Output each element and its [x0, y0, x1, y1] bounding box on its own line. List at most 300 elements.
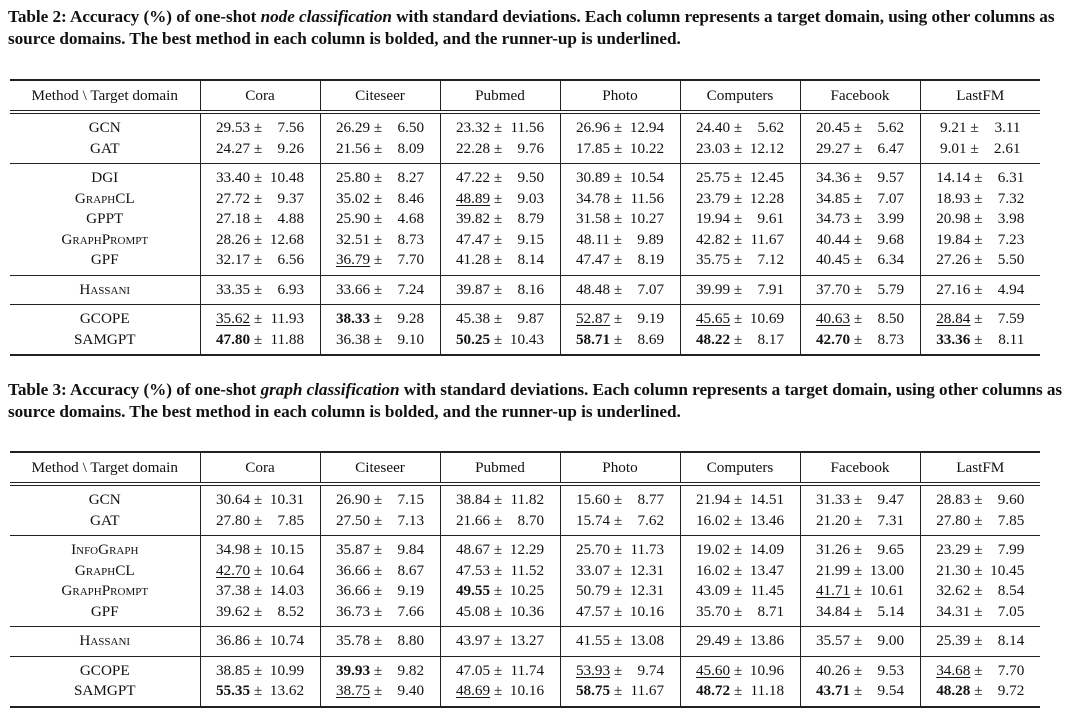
std-value: 13.00 — [869, 561, 905, 579]
mean-value: 24.27 — [215, 139, 251, 157]
std-value: 9.19 — [637, 310, 665, 327]
plus-minus: ± — [370, 602, 387, 620]
plus-minus: ± — [610, 682, 627, 699]
std-value: 11.56 — [630, 189, 665, 207]
std-value: 13.86 — [749, 632, 785, 649]
result-cell — [680, 209, 800, 230]
result-cell — [680, 511, 800, 536]
mean-value: 18.93 — [936, 189, 971, 207]
std-value: 7.59 — [997, 310, 1025, 327]
mean-value: 33.35 — [215, 280, 251, 298]
plus-minus: ± — [610, 541, 627, 558]
result-cell — [320, 536, 440, 561]
std-value: 8.54 — [997, 582, 1025, 599]
column-header-photo: Photo — [560, 80, 680, 112]
method-name: GPF — [10, 602, 200, 627]
plus-minus: ± — [730, 602, 747, 620]
std-value: 10.45 — [990, 561, 1025, 579]
mean-value: 35.87 — [335, 541, 371, 558]
mean-value: 19.94 — [695, 210, 731, 227]
mean-value: 49.55 — [455, 582, 491, 599]
std-value: 9.37 — [277, 189, 305, 207]
column-header-lastfm: LastFM — [920, 452, 1040, 484]
mean-value: 37.38 — [215, 582, 251, 599]
mean-value: 26.90 — [335, 491, 371, 508]
plus-minus: ± — [850, 119, 867, 136]
mean-value: 47.57 — [575, 602, 611, 620]
mean-value: 31.58 — [575, 210, 611, 227]
mean-value: 47.47 — [455, 230, 491, 248]
plus-minus: ± — [370, 632, 387, 649]
result-cell — [320, 581, 440, 602]
plus-minus: ± — [970, 280, 987, 298]
std-value: 9.40 — [397, 682, 425, 699]
table2-caption-rest: with standard deviations. Each column represents a target domain, using other columns as source domains. The best method in each column is bolded, and the runner-up is underlined. — [8, 7, 1055, 48]
result-cell — [920, 305, 1040, 330]
mean-value: 31.26 — [815, 541, 851, 558]
std-value: 10.36 — [509, 602, 545, 620]
result-cell — [680, 330, 800, 356]
plus-minus: ± — [610, 139, 627, 157]
result-cell — [920, 561, 1040, 582]
std-value: 8.52 — [277, 602, 305, 620]
plus-minus: ± — [850, 682, 867, 699]
table-row — [10, 230, 1040, 251]
result-cell — [200, 189, 320, 210]
plus-minus: ± — [250, 582, 267, 599]
mean-value: 23.32 — [455, 119, 491, 136]
std-value: 10.99 — [269, 661, 305, 679]
plus-minus: ± — [850, 210, 867, 227]
mean-value: 43.09 — [695, 582, 731, 599]
std-value: 10.74 — [269, 632, 305, 649]
plus-minus: ± — [970, 330, 987, 348]
result-cell — [440, 656, 560, 681]
mean-value: 30.89 — [575, 169, 611, 186]
mean-value: 35.02 — [335, 189, 371, 207]
mean-value: 35.57 — [815, 632, 851, 649]
std-value: 8.70 — [517, 511, 545, 529]
mean-value: 36.38 — [335, 330, 371, 348]
mean-value: 47.22 — [455, 169, 491, 186]
plus-minus: ± — [850, 330, 867, 348]
column-header-photo: Photo — [560, 452, 680, 484]
plus-minus: ± — [850, 602, 867, 620]
result-cell — [320, 250, 440, 275]
plus-minus: ± — [730, 230, 747, 248]
std-value: 10.15 — [269, 541, 305, 558]
mean-value: 23.29 — [936, 541, 971, 558]
mean-value: 50.79 — [575, 582, 611, 599]
mean-value: 34.85 — [815, 189, 851, 207]
method-name: SAMGPT — [10, 681, 200, 707]
plus-minus: ± — [370, 541, 387, 558]
plus-minus: ± — [970, 541, 987, 558]
plus-minus: ± — [490, 139, 507, 157]
mean-value: 48.48 — [575, 280, 611, 298]
result-cell — [440, 305, 560, 330]
result-cell — [680, 275, 800, 305]
mean-value: 27.72 — [215, 189, 251, 207]
mean-value: 43.97 — [455, 632, 491, 649]
mean-value: 38.85 — [215, 661, 251, 679]
table3 — [10, 451, 1040, 708]
result-cell — [440, 330, 560, 356]
std-value: 8.11 — [998, 330, 1025, 348]
std-value: 8.73 — [877, 330, 905, 348]
std-value: 9.00 — [877, 632, 905, 649]
result-cell — [680, 139, 800, 164]
std-value: 9.28 — [397, 310, 425, 327]
std-value: 9.53 — [877, 661, 905, 679]
table-row — [10, 164, 1040, 189]
std-value: 8.77 — [637, 491, 665, 508]
result-cell — [920, 112, 1040, 139]
std-value: 9.89 — [637, 230, 664, 248]
mean-value: 39.93 — [335, 661, 371, 679]
plus-minus: ± — [370, 139, 387, 157]
result-cell — [440, 536, 560, 561]
std-value: 9.19 — [397, 582, 425, 599]
result-cell — [320, 189, 440, 210]
table-row — [10, 602, 1040, 627]
mean-value: 27.26 — [936, 251, 971, 268]
std-value: 9.87 — [517, 310, 545, 327]
std-value: 7.23 — [997, 230, 1025, 248]
plus-minus: ± — [730, 280, 747, 298]
column-header-computers: Computers — [680, 452, 800, 484]
result-cell — [560, 275, 680, 305]
mean-value: 37.70 — [815, 280, 851, 298]
mean-value: 25.90 — [335, 210, 371, 227]
mean-value: 19.02 — [695, 541, 731, 558]
plus-minus: ± — [370, 251, 387, 268]
std-value: 7.07 — [877, 189, 905, 207]
plus-minus: ± — [850, 582, 867, 599]
plus-minus: ± — [250, 491, 267, 508]
mean-value: 34.73 — [815, 210, 851, 227]
result-cell — [440, 581, 560, 602]
plus-minus: ± — [730, 251, 747, 268]
mean-value: 15.74 — [575, 511, 611, 529]
result-cell — [800, 581, 920, 602]
result-cell — [200, 230, 320, 251]
result-cell — [560, 536, 680, 561]
result-cell — [800, 230, 920, 251]
result-cell — [920, 484, 1040, 511]
table-row — [10, 627, 1040, 657]
plus-minus: ± — [370, 330, 387, 348]
table-row — [10, 305, 1040, 330]
mean-value: 17.85 — [575, 139, 611, 157]
plus-minus: ± — [250, 189, 267, 207]
result-cell — [440, 230, 560, 251]
result-cell — [800, 511, 920, 536]
std-value: 10.54 — [629, 169, 665, 186]
std-value: 8.69 — [637, 330, 665, 348]
result-cell — [200, 250, 320, 275]
result-cell — [320, 511, 440, 536]
plus-minus: ± — [490, 169, 507, 186]
result-cell — [320, 602, 440, 627]
result-cell — [560, 561, 680, 582]
result-cell — [680, 305, 800, 330]
mean-value: 35.70 — [695, 602, 731, 620]
plus-minus: ± — [490, 561, 507, 579]
mean-value: 32.51 — [335, 230, 371, 248]
mean-value: 53.93 — [575, 661, 611, 679]
plus-minus: ± — [250, 682, 267, 699]
std-value: 7.12 — [757, 251, 785, 268]
result-cell — [920, 602, 1040, 627]
std-value: 9.26 — [277, 139, 305, 157]
method-name: GCOPE — [10, 656, 200, 681]
plus-minus: ± — [730, 119, 747, 136]
mean-value: 25.80 — [335, 169, 371, 186]
method-name: Hassani — [10, 275, 200, 305]
mean-value: 41.71 — [815, 582, 851, 599]
plus-minus: ± — [970, 251, 987, 268]
std-value: 13.46 — [749, 511, 785, 529]
mean-value: 23.03 — [695, 139, 731, 157]
plus-minus: ± — [490, 119, 507, 136]
method-name: SAMGPT — [10, 330, 200, 356]
plus-minus: ± — [610, 561, 627, 579]
mean-value: 36.73 — [335, 602, 371, 620]
result-cell — [920, 275, 1040, 305]
plus-minus: ± — [370, 582, 387, 599]
mean-value: 58.75 — [575, 682, 611, 699]
plus-minus: ± — [730, 330, 747, 348]
std-value: 10.43 — [509, 330, 545, 348]
mean-value: 35.75 — [695, 251, 731, 268]
result-cell — [200, 112, 320, 139]
plus-minus: ± — [490, 661, 507, 679]
std-value: 7.91 — [757, 280, 785, 298]
std-value: 8.67 — [397, 561, 425, 579]
plus-minus: ± — [970, 210, 987, 227]
plus-minus: ± — [970, 661, 987, 679]
result-cell — [680, 484, 800, 511]
plus-minus: ± — [490, 310, 507, 327]
result-cell — [320, 230, 440, 251]
mean-value: 30.64 — [215, 491, 251, 508]
plus-minus: ± — [250, 310, 267, 327]
mean-value: 50.25 — [455, 330, 491, 348]
table3-caption — [8, 379, 1068, 423]
result-cell — [920, 656, 1040, 681]
mean-value: 22.28 — [455, 139, 491, 157]
mean-value: 40.44 — [815, 230, 851, 248]
plus-minus: ± — [610, 119, 627, 136]
table-row — [10, 139, 1040, 164]
std-value: 7.15 — [397, 491, 425, 508]
method-name: GAT — [10, 511, 200, 536]
mean-value: 32.62 — [936, 582, 971, 599]
result-cell — [200, 209, 320, 230]
std-value: 12.12 — [749, 139, 785, 157]
result-cell — [320, 484, 440, 511]
result-cell — [440, 511, 560, 536]
plus-minus: ± — [250, 169, 267, 186]
result-cell — [440, 561, 560, 582]
mean-value: 34.68 — [936, 661, 971, 679]
table2 — [10, 79, 1040, 356]
plus-minus: ± — [850, 139, 867, 157]
plus-minus: ± — [250, 119, 267, 136]
column-header-facebook: Facebook — [800, 452, 920, 484]
mean-value: 39.82 — [455, 210, 491, 227]
table-row — [10, 330, 1040, 356]
plus-minus: ± — [970, 511, 987, 529]
mean-value: 32.17 — [215, 251, 251, 268]
plus-minus: ± — [610, 310, 627, 327]
std-value: 5.79 — [877, 280, 905, 298]
plus-minus: ± — [250, 511, 267, 529]
plus-minus: ± — [370, 561, 387, 579]
column-header-lastfm: LastFM — [920, 80, 1040, 112]
method-name: GraphPrompt — [10, 581, 200, 602]
mean-value: 48.28 — [936, 682, 971, 699]
result-cell — [560, 511, 680, 536]
result-cell — [440, 602, 560, 627]
result-cell — [200, 305, 320, 330]
plus-minus: ± — [610, 602, 627, 620]
std-value: 10.48 — [269, 169, 305, 186]
result-cell — [800, 627, 920, 657]
table2-header-row — [10, 80, 1040, 112]
result-cell — [560, 602, 680, 627]
result-cell — [800, 275, 920, 305]
std-value: 9.03 — [517, 189, 545, 207]
mean-value: 58.71 — [575, 330, 611, 348]
mean-value: 34.31 — [936, 602, 971, 620]
std-value: 6.34 — [877, 251, 905, 268]
plus-minus: ± — [730, 632, 747, 649]
result-cell — [320, 627, 440, 657]
plus-minus: ± — [610, 491, 627, 508]
method-name: GraphCL — [10, 189, 200, 210]
plus-minus: ± — [610, 251, 627, 268]
mean-value: 21.56 — [335, 139, 371, 157]
plus-minus: ± — [370, 189, 387, 207]
mean-value: 28.83 — [936, 491, 971, 508]
std-value: 9.84 — [397, 541, 425, 558]
mean-value: 48.67 — [455, 541, 491, 558]
plus-minus: ± — [370, 661, 387, 679]
plus-minus: ± — [730, 169, 747, 186]
plus-minus: ± — [970, 230, 987, 248]
std-value: 4.68 — [397, 210, 425, 227]
mean-value: 39.99 — [695, 280, 731, 298]
column-header-computers: Computers — [680, 80, 800, 112]
mean-value: 41.28 — [455, 251, 491, 268]
method-name: GCOPE — [10, 305, 200, 330]
method-column-header: Method \ Target domain — [10, 452, 200, 484]
result-cell — [560, 581, 680, 602]
std-value: 6.31 — [997, 169, 1025, 186]
result-cell — [920, 250, 1040, 275]
result-cell — [800, 536, 920, 561]
result-cell — [320, 305, 440, 330]
plus-minus: ± — [610, 189, 627, 207]
plus-minus: ± — [970, 632, 987, 649]
plus-minus: ± — [970, 602, 987, 620]
std-value: 8.71 — [757, 602, 785, 620]
std-value: 10.31 — [269, 491, 305, 508]
std-value: 7.31 — [877, 511, 905, 529]
mean-value: 45.08 — [455, 602, 491, 620]
result-cell — [560, 209, 680, 230]
method-name: InfoGraph — [10, 536, 200, 561]
plus-minus: ± — [966, 119, 983, 136]
plus-minus: ± — [850, 251, 867, 268]
mean-value: 36.66 — [335, 561, 371, 579]
std-value: 11.88 — [270, 330, 305, 348]
std-value: 3.98 — [997, 210, 1025, 227]
result-cell — [200, 561, 320, 582]
std-value: 9.10 — [397, 330, 425, 348]
method-column-header: Method \ Target domain — [10, 80, 200, 112]
plus-minus: ± — [370, 210, 387, 227]
mean-value: 33.07 — [575, 561, 611, 579]
std-value: 8.79 — [517, 210, 545, 227]
std-value: 7.56 — [277, 119, 305, 136]
mean-value: 14.14 — [936, 169, 971, 186]
result-cell — [680, 602, 800, 627]
mean-value: 34.84 — [815, 602, 851, 620]
mean-value: 27.18 — [215, 210, 251, 227]
plus-minus: ± — [490, 210, 507, 227]
plus-minus: ± — [370, 119, 387, 136]
plus-minus: ± — [730, 491, 747, 508]
column-header-cora: Cora — [200, 452, 320, 484]
plus-minus: ± — [370, 280, 387, 298]
std-value: 10.22 — [629, 139, 665, 157]
std-value: 12.31 — [629, 582, 665, 599]
plus-minus: ± — [250, 541, 267, 558]
result-cell — [440, 164, 560, 189]
plus-minus: ± — [250, 230, 267, 248]
mean-value: 21.30 — [936, 561, 971, 579]
plus-minus: ± — [850, 280, 867, 298]
result-cell — [680, 581, 800, 602]
result-cell — [680, 656, 800, 681]
result-cell — [200, 681, 320, 707]
std-value: 13.27 — [509, 632, 545, 649]
plus-minus: ± — [730, 661, 747, 679]
result-cell — [440, 209, 560, 230]
mean-value: 27.80 — [936, 511, 971, 529]
std-value: 7.66 — [397, 602, 425, 620]
result-cell — [320, 681, 440, 707]
result-cell — [440, 189, 560, 210]
plus-minus: ± — [490, 632, 507, 649]
mean-value: 9.21 — [939, 119, 967, 136]
result-cell — [560, 189, 680, 210]
plus-minus: ± — [250, 139, 267, 157]
plus-minus: ± — [970, 561, 987, 579]
plus-minus: ± — [730, 189, 747, 207]
table-row — [10, 561, 1040, 582]
result-cell — [680, 230, 800, 251]
plus-minus: ± — [850, 310, 867, 327]
std-value: 11.93 — [270, 310, 305, 327]
table-row — [10, 209, 1040, 230]
mean-value: 48.89 — [455, 189, 491, 207]
result-cell — [560, 112, 680, 139]
plus-minus: ± — [850, 561, 867, 579]
